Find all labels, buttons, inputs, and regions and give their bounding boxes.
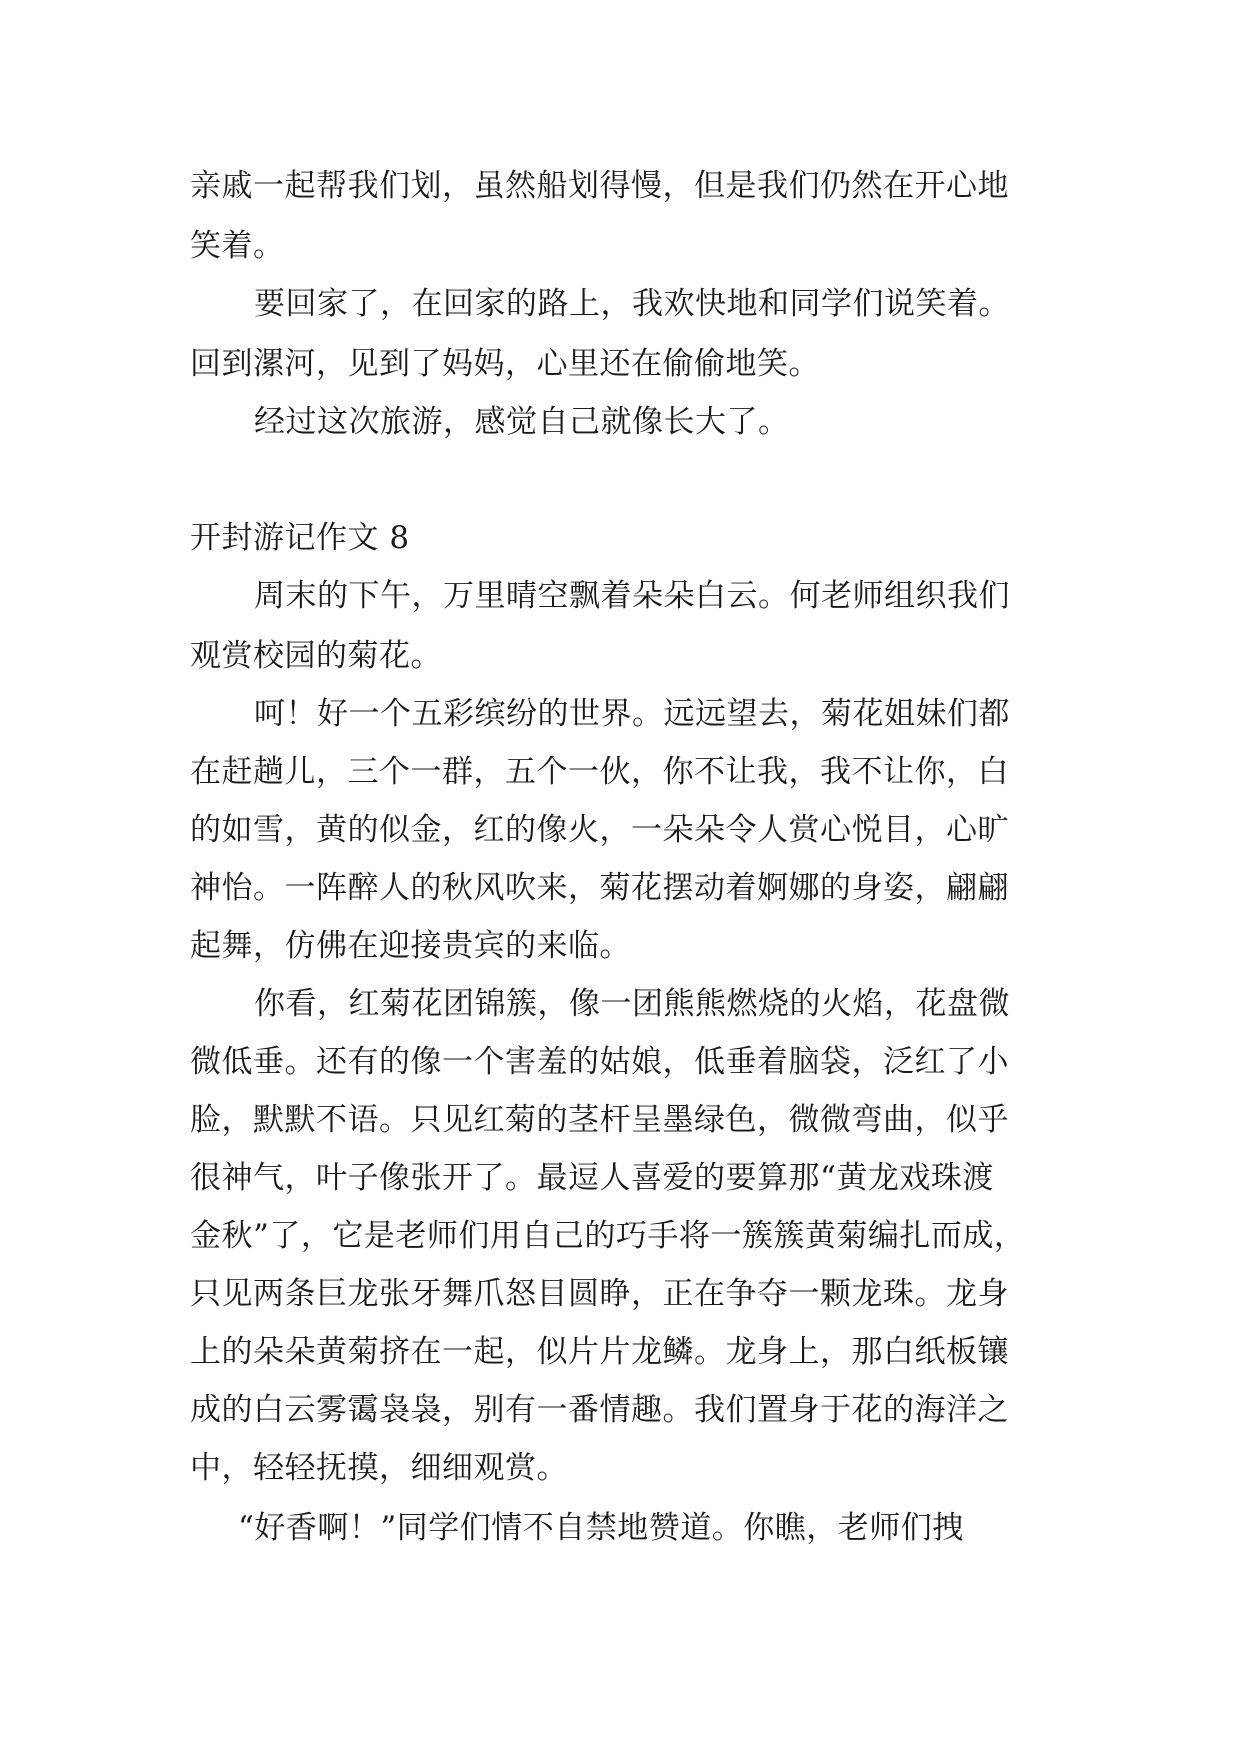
text-line: 亲戚一起帮我们划，虽然船划得慢，但是我们仍然在开心地 xyxy=(190,168,1009,204)
text-line: 中，轻轻抚摸，细细观赏。 xyxy=(190,1450,568,1486)
text-line: 回到漯河，见到了妈妈，心里还在偷偷地笑。 xyxy=(190,346,820,382)
text-line: 观赏校园的菊花。 xyxy=(190,638,442,674)
paragraph-start: “好香啊！”同学们情不自禁地赞道。你瞧，老师们拽 xyxy=(238,1510,964,1546)
text-line: 很神气，叶子像张开了。最逗人喜爱的要算那“黄龙戏珠渡 xyxy=(190,1160,994,1196)
text-line: 笑着。 xyxy=(190,228,285,264)
text-line: 脸，默默不语。只见红菊的茎杆呈墨绿色，微微弯曲，似乎 xyxy=(190,1102,1009,1138)
text-line: 起舞，仿佛在迎接贵宾的来临。 xyxy=(190,928,631,964)
paragraph-start: 经过这次旅游，感觉自己就像长大了。 xyxy=(254,404,790,440)
text-line: 神怡。一阵醉人的秋风吹来，菊花摆动着婀娜的身姿，翩翩 xyxy=(190,870,1009,906)
paragraph-start: 你看，红菊花团锦簇，像一团熊熊燃烧的火焰，花盘微 xyxy=(254,986,1010,1022)
paragraph-start: 要回家了，在回家的路上，我欢快地和同学们说笑着。 xyxy=(254,286,1010,322)
text-line: 微低垂。还有的像一个害羞的姑娘，低垂着脑袋，泛红了小 xyxy=(190,1044,1009,1080)
text-line: 成的白云雾霭袅袅，别有一番情趣。我们置身于花的海洋之 xyxy=(190,1392,1009,1428)
section-title: 开封游记作文 8 xyxy=(190,520,410,556)
text-line: 的如雪，黄的似金，红的像火，一朵朵令人赏心悦目，心旷 xyxy=(190,812,1009,848)
paragraph-start: 呵！好一个五彩缤纷的世界。远远望去，菊花姐妹们都 xyxy=(254,696,1010,732)
text-line: 金秋”了，它是老师们用自己的巧手将一簇簇黄菊编扎而成， xyxy=(190,1218,1026,1254)
text-line: 只见两条巨龙张牙舞爪怒目圆睁，正在争夺一颗龙珠。龙身 xyxy=(190,1276,1009,1312)
paragraph-start: 周末的下午，万里晴空飘着朵朵白云。何老师组织我们 xyxy=(254,578,1010,614)
text-line: 在赶趟儿，三个一群，五个一伙，你不让我，我不让你，白 xyxy=(190,754,1009,790)
text-line: 上的朵朵黄菊挤在一起，似片片龙鳞。龙身上，那白纸板镶 xyxy=(190,1334,1009,1370)
